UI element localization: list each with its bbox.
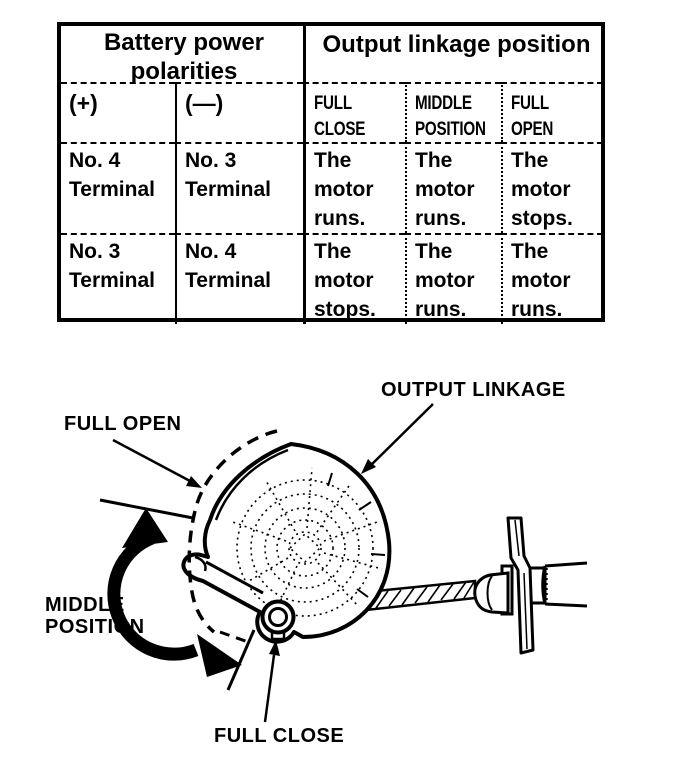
cell-value: No. 4 Terminal — [69, 149, 155, 201]
subheader-middle-position — [405, 82, 501, 142]
cell-row1-full-open — [501, 142, 603, 233]
output-linkage-cam — [183, 444, 389, 642]
cell-value: The motor stops. — [511, 149, 573, 230]
middle-position-label: MIDDLE POSITION — [45, 594, 145, 638]
cell-value: The motor runs. — [511, 240, 571, 321]
cable-eyelet-inner — [270, 609, 287, 626]
cell-row2-plus — [61, 233, 175, 324]
cable-housing-cylinder — [543, 563, 587, 606]
cell-row1-minus — [175, 142, 303, 233]
cable-ferrule — [475, 573, 508, 613]
cable-end-fittings — [475, 518, 587, 653]
cell-row1-plus — [61, 142, 175, 233]
subheader-middle-position-label: MIDDLE POSITION — [415, 93, 486, 140]
output-linkage-arrow — [361, 404, 433, 474]
subheader-full-close — [303, 82, 405, 142]
subheader-plus: (+) — [61, 82, 175, 142]
cell-value: The motor runs. — [314, 149, 374, 230]
full-close-arrow — [265, 640, 280, 722]
cell-value: The motor runs. — [415, 240, 475, 321]
cell-value: No. 3 Terminal — [69, 240, 155, 292]
cell-row2-full-open — [501, 233, 603, 324]
subheader-full-open — [501, 82, 603, 142]
cell-row2-full-close — [303, 233, 405, 324]
subheader-full-open-label: FULL OPEN — [511, 93, 554, 140]
subheader-full-close-label: FULL CLOSE — [314, 93, 366, 140]
subheader-minus: (—) — [175, 82, 303, 142]
cell-value: The motor stops. — [314, 240, 376, 321]
full-open-arrow — [113, 440, 202, 488]
cell-value: No. 4 Terminal — [185, 240, 271, 292]
cell-row2-middle — [405, 233, 501, 324]
cell-row1-full-close — [303, 142, 405, 233]
polarity-position-table — [57, 22, 605, 322]
cell-row1-middle — [405, 142, 501, 233]
header-battery-power: Battery power polarities — [103, 29, 265, 85]
cell-row2-minus — [175, 233, 303, 324]
header-output-linkage: Output linkage position — [303, 26, 603, 82]
cell-value: The motor runs. — [415, 149, 475, 230]
full-open-label: FULL OPEN — [64, 413, 182, 435]
output-linkage-label: OUTPUT LINKAGE — [381, 379, 566, 401]
full-close-label: FULL CLOSE — [214, 725, 345, 747]
cell-value: No. 3 Terminal — [185, 149, 271, 201]
